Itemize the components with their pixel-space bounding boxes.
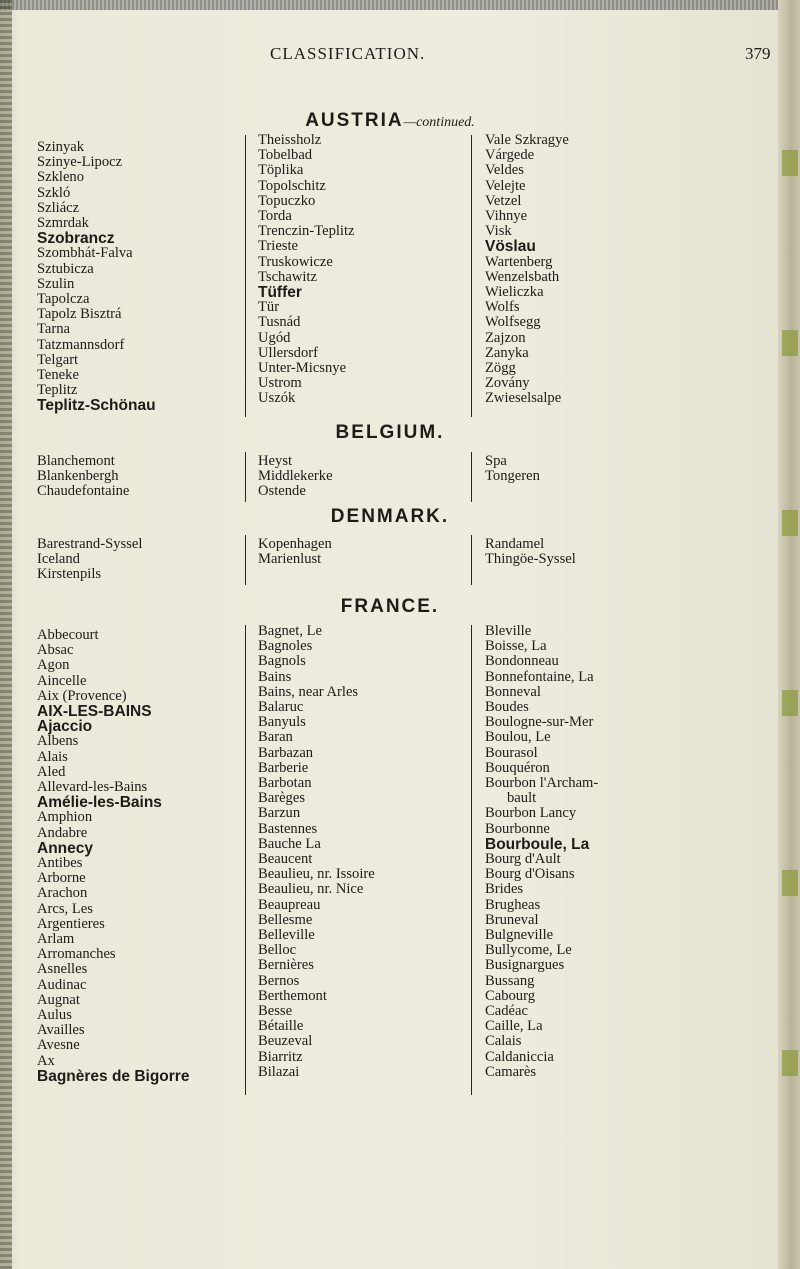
- list-entry: Audinac: [37, 976, 87, 993]
- binding-edge: [0, 0, 12, 1269]
- list-entry: Aled: [37, 763, 66, 780]
- list-entry: Bourbon Lancy: [485, 805, 577, 822]
- column-rule: [471, 625, 472, 1095]
- list-entry: Vöslau: [485, 238, 536, 256]
- list-entry: Arromanches: [37, 946, 116, 963]
- list-entry: Veldes: [485, 162, 524, 179]
- list-entry: Bourasol: [485, 744, 538, 761]
- belgium-column-3: [485, 454, 540, 484]
- list-entry: Bulgneville: [485, 927, 554, 944]
- list-entry: Bondonneau: [485, 653, 559, 670]
- list-entry: Wieliczka: [485, 284, 544, 301]
- list-entry: Trenczin-Teplitz: [258, 223, 355, 240]
- list-entry: Belloc: [258, 942, 297, 959]
- list-entry: Wartenberg: [485, 253, 553, 270]
- denmark-column-2: [258, 537, 332, 567]
- list-entry: Augnat: [37, 991, 80, 1008]
- list-entry: Beaucent: [258, 851, 313, 868]
- list-entry: Boulou, Le: [485, 729, 551, 746]
- belgium-column-2: [258, 454, 333, 500]
- section-heading-denmark: [0, 506, 780, 528]
- list-entry: Bauche La: [258, 835, 321, 852]
- france-column-1: [37, 628, 189, 1084]
- list-entry: Szinye-Lipocz: [37, 154, 123, 171]
- list-entry: Caldaniccia: [485, 1048, 554, 1065]
- austria-column-2: [258, 133, 355, 407]
- list-entry: Vihnye: [485, 208, 528, 225]
- list-entry: Barbotan: [258, 775, 312, 792]
- list-entry: Arachon: [37, 885, 88, 902]
- list-entry: Vetzel: [485, 192, 522, 209]
- edge-tab: [782, 330, 798, 356]
- list-entry: Bernos: [258, 972, 300, 989]
- list-entry: Iceland: [37, 551, 80, 568]
- list-entry: Bonnefontaine, La: [485, 668, 594, 685]
- section-title: AUSTRIA: [305, 110, 404, 131]
- list-entry: Topolschitz: [258, 177, 326, 194]
- list-entry: Teplitz: [37, 382, 78, 399]
- list-entry: Szmrdak: [37, 215, 89, 232]
- list-entry: Bains: [258, 668, 292, 685]
- list-entry: Zovány: [485, 375, 530, 392]
- list-entry: Besse: [258, 1003, 293, 1020]
- column-rule: [245, 625, 246, 1095]
- list-entry: Spa: [485, 453, 507, 469]
- list-entry: Bagnoles: [258, 638, 313, 655]
- list-entry: Topuczko: [258, 192, 316, 209]
- list-entry: Kirstenpils: [37, 566, 102, 583]
- list-entry: Torda: [258, 208, 292, 225]
- list-entry: Alais: [37, 748, 68, 765]
- list-entry: Calais: [485, 1033, 522, 1050]
- list-entry: Zögg: [485, 360, 516, 377]
- continued-note: —continued.: [403, 115, 475, 130]
- list-entry: Tatzmannsdorf: [37, 336, 125, 353]
- list-entry: Brides: [485, 881, 524, 898]
- list-entry: Chaudefontaine: [37, 483, 130, 500]
- list-entry: Beaulieu, nr. Issoire: [258, 866, 375, 883]
- section-title: BELGIUM.: [335, 422, 445, 443]
- list-entry: Arcs, Les: [37, 900, 93, 917]
- list-entry: Baran: [258, 729, 293, 746]
- list-entry: Albens: [37, 733, 79, 750]
- list-entry: Avesne: [37, 1037, 80, 1054]
- list-entry: Antibes: [37, 855, 83, 872]
- list-entry: Szkleno: [37, 169, 85, 186]
- list-entry: Boisse, La: [485, 638, 547, 655]
- list-entry: Randamel: [485, 536, 545, 552]
- list-entry: Szliácz: [37, 199, 80, 216]
- list-entry: Vale Szkragye: [485, 132, 569, 148]
- list-entry: Bétaille: [258, 1018, 304, 1035]
- austria-column-3: [485, 133, 569, 407]
- list-entry: Bourbonne: [485, 820, 550, 837]
- list-entry: Abbecourt: [37, 627, 99, 643]
- list-entry: Tschawitz: [258, 268, 317, 285]
- list-entry: Bagnères de Bigorre: [37, 1067, 190, 1085]
- list-entry: Bagnet, Le: [258, 623, 323, 639]
- list-entry: Ax: [37, 1052, 55, 1069]
- list-entry: Availles: [37, 1022, 85, 1039]
- list-entry: Banyuls: [258, 714, 306, 731]
- list-entry: Várgede: [485, 147, 535, 164]
- list-entry: Blankenbergh: [37, 468, 119, 485]
- list-entry: Bilazai: [258, 1063, 300, 1080]
- list-entry: Tür: [258, 299, 280, 316]
- edge-tab: [782, 870, 798, 896]
- list-entry: Tobelbad: [258, 147, 313, 164]
- list-entry: Bourg d'Ault: [485, 851, 561, 868]
- column-rule: [245, 535, 246, 585]
- list-entry: Ugód: [258, 329, 291, 346]
- list-entry: Barbazan: [258, 744, 314, 761]
- list-entry: Teneke: [37, 367, 79, 384]
- section-title: DENMARK.: [330, 506, 450, 527]
- list-entry: Blanchemont: [37, 453, 115, 469]
- list-entry: Aincelle: [37, 672, 87, 689]
- list-entry: Szobrancz: [37, 230, 115, 248]
- list-entry: Arlam: [37, 931, 75, 948]
- edge-tab: [782, 1050, 798, 1076]
- list-entry: Asnelles: [37, 961, 88, 978]
- list-entry: Tusnád: [258, 314, 301, 331]
- list-entry: Belleville: [258, 927, 315, 944]
- list-entry: Bourbon l'Archam-: [485, 775, 599, 792]
- list-entry: Szulin: [37, 275, 75, 292]
- denmark-column-1: [37, 537, 142, 583]
- list-entry: Bullycome, Le: [485, 942, 572, 959]
- list-entry: Ustrom: [258, 375, 302, 392]
- list-entry: Wolfsegg: [485, 314, 541, 331]
- list-entry: Boudes: [485, 699, 529, 716]
- list-entry: Szinyak: [37, 139, 85, 155]
- list-entry: Bains, near Arles: [258, 683, 359, 700]
- list-entry: Agon: [37, 657, 70, 674]
- list-entry: Andabre: [37, 824, 88, 841]
- list-entry: Beuzeval: [258, 1033, 313, 1050]
- scan-top-edge: [0, 0, 800, 10]
- list-entry: Bastennes: [258, 820, 318, 837]
- list-entry: bault: [507, 790, 537, 807]
- list-entry: Bleville: [485, 623, 532, 639]
- list-entry: Visk: [485, 223, 512, 240]
- list-entry: Barèges: [258, 790, 306, 807]
- list-entry: Bruneval: [485, 911, 539, 928]
- list-entry: Bellesme: [258, 911, 313, 928]
- list-entry: Absac: [37, 642, 74, 659]
- column-rule: [471, 535, 472, 585]
- list-entry: Szombhát-Falva: [37, 245, 133, 262]
- column-rule: [471, 135, 472, 417]
- list-entry: Töplika: [258, 162, 304, 179]
- list-entry: Amélie-les-Bains: [37, 794, 162, 812]
- column-rule: [245, 452, 246, 502]
- list-entry: Bernières: [258, 957, 314, 974]
- list-entry: Marienlust: [258, 551, 322, 568]
- list-entry: Allevard-les-Bains: [37, 779, 148, 796]
- list-entry: Thingöe-Syssel: [485, 551, 576, 568]
- list-entry: Argentieres: [37, 915, 105, 932]
- list-entry: Uszók: [258, 390, 296, 407]
- list-entry: Ullersdorf: [258, 344, 318, 361]
- list-entry: Amphion: [37, 809, 93, 826]
- list-entry: Cadéac: [485, 1003, 528, 1020]
- belgium-column-1: [37, 454, 129, 500]
- list-entry: Annecy: [37, 839, 93, 857]
- france-column-2: [258, 624, 375, 1080]
- section-heading-belgium: [0, 422, 780, 444]
- list-entry: Tongeren: [485, 468, 540, 485]
- section-heading-austria: [0, 110, 780, 132]
- running-head: CLASSIFICATION.: [270, 44, 426, 63]
- edge-tab: [782, 690, 798, 716]
- list-entry: Barzun: [258, 805, 301, 822]
- france-column-3: [485, 624, 598, 1080]
- list-entry: Aulus: [37, 1007, 72, 1024]
- list-entry: Camarès: [485, 1063, 537, 1080]
- column-rule: [245, 135, 246, 417]
- list-entry: Middlekerke: [258, 468, 333, 485]
- list-entry: Busignargues: [485, 957, 565, 974]
- list-entry: Trieste: [258, 238, 299, 255]
- list-entry: Zanyka: [485, 344, 529, 361]
- list-entry: Unter-Micsnye: [258, 360, 347, 377]
- list-entry: Kopenhagen: [258, 536, 332, 552]
- list-entry: Bourg d'Oisans: [485, 866, 575, 883]
- list-entry: Beaulieu, nr. Nice: [258, 881, 364, 898]
- page-fore-edge: [778, 0, 800, 1269]
- list-entry: Balaruc: [258, 699, 304, 716]
- list-entry: Telgart: [37, 351, 79, 368]
- list-entry: Velejte: [485, 177, 526, 194]
- list-entry: Sztubicza: [37, 260, 94, 277]
- list-entry: Beaupreau: [258, 896, 321, 913]
- list-entry: Berthemont: [258, 987, 327, 1004]
- list-entry: Aix (Provence): [37, 687, 127, 704]
- list-entry: Heyst: [258, 453, 293, 469]
- list-entry: Brugheas: [485, 896, 541, 913]
- list-entry: Truskowicze: [258, 253, 333, 270]
- list-entry: Caille, La: [485, 1018, 543, 1035]
- list-entry: Biarritz: [258, 1048, 303, 1065]
- list-entry: Bonneval: [485, 683, 541, 700]
- edge-tab: [782, 150, 798, 176]
- list-entry: Cabourg: [485, 987, 535, 1004]
- austria-column-1: [37, 140, 156, 414]
- page-header: [0, 44, 780, 68]
- section-heading-france: [0, 596, 780, 618]
- list-entry: Tüffer: [258, 284, 302, 302]
- list-entry: Ostende: [258, 483, 306, 500]
- list-entry: Wolfs: [485, 299, 520, 316]
- list-entry: Arborne: [37, 870, 86, 887]
- list-entry: Szkló: [37, 184, 71, 201]
- list-entry: Teplitz-Schönau: [37, 397, 156, 415]
- section-title: FRANCE.: [340, 596, 440, 617]
- list-entry: Barestrand-Syssel: [37, 536, 143, 552]
- list-entry: Tapolcza: [37, 291, 90, 308]
- list-entry: Bagnols: [258, 653, 306, 670]
- list-entry: Wenzelsbath: [485, 268, 560, 285]
- page-number: 379: [745, 44, 771, 63]
- list-entry: Theissholz: [258, 132, 322, 148]
- list-entry: Zajzon: [485, 329, 526, 346]
- list-entry: Ajaccio: [37, 718, 93, 736]
- list-entry: Bussang: [485, 972, 535, 989]
- list-entry: Barberie: [258, 759, 309, 776]
- edge-tab: [782, 510, 798, 536]
- list-entry: Tarna: [37, 321, 71, 338]
- column-rule: [471, 452, 472, 502]
- list-entry: Bouquéron: [485, 759, 550, 776]
- list-entry: Bourboule, La: [485, 835, 590, 853]
- list-entry: Boulogne-sur-Mer: [485, 714, 594, 731]
- list-entry: AIX-LES-BAINS: [37, 703, 152, 721]
- list-entry: Zwieselsalpe: [485, 390, 562, 407]
- list-entry: Tapolz Bisztrá: [37, 306, 122, 323]
- denmark-column-3: [485, 537, 576, 567]
